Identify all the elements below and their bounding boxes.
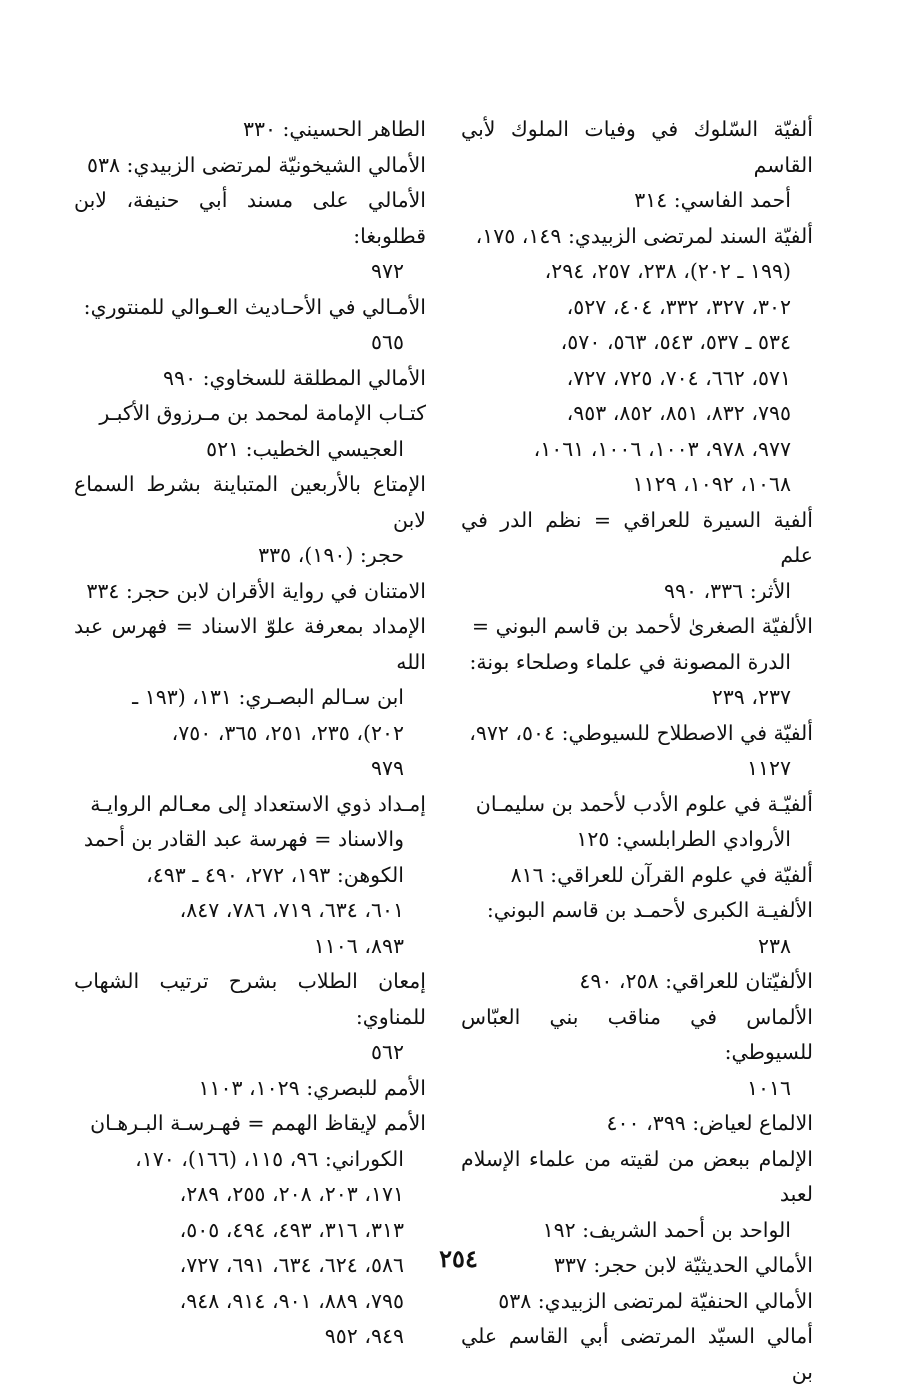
- entry-continuation-line: الكوراني: ٩٦، ١١٥، (١٦٦)، ١٧٠،: [135, 1146, 404, 1171]
- index-entry: [461, 219, 813, 503]
- index-entry: [461, 1142, 813, 1249]
- entry-continuation-line: الواحد بن أحمد الشريف: ١٩٢: [542, 1217, 791, 1242]
- entry-continuation-line: ٢٣٨: [757, 933, 791, 958]
- entry-continuation-line: الأثر: ٣٣٦، ٩٩٠: [663, 578, 791, 603]
- entry-continuation-line: ١٧١، ٢٠٣، ٢٠٨، ٢٥٥، ٢٨٩،: [179, 1182, 404, 1206]
- entry-continuation-line: ٥٦٥: [370, 330, 404, 354]
- index-entry: [461, 1000, 813, 1107]
- entry-heading-line: ألفيّة السّلوك في وفيات الملوك لأبي القاسم: [461, 117, 813, 177]
- index-entry: [461, 1319, 813, 1390]
- entry-heading-line: أمالي السيّد المرتضى أبي القاسم علي بن: [461, 1324, 813, 1384]
- entry-heading-line: الامتنان في رواية الأقران لابن حجر: ٣٣٤: [86, 578, 426, 603]
- index-entry: [74, 1071, 426, 1107]
- entry-continuation-line: ١١٢٧: [746, 756, 791, 780]
- page-number: ٢٥٤: [439, 1244, 478, 1273]
- entry-continuation-line: ٨٩٣، ١١٠٦: [313, 933, 404, 958]
- index-entry: [461, 964, 813, 1000]
- index-entry: [461, 609, 813, 716]
- index-entry: [461, 1284, 813, 1320]
- right-column: [461, 112, 813, 1390]
- entry-heading-line: الطاهر الحسيني: ٣٣٠: [242, 117, 426, 141]
- entry-continuation-line: ١٠٦٨، ١٠٩٢، ١١٢٩: [632, 472, 791, 496]
- entry-heading-line: إمعان الطلاب بشرح ترتيب الشهاب للمناوي:: [74, 969, 426, 1029]
- index-entry: [461, 503, 813, 610]
- index-entry: [461, 893, 813, 964]
- entry-heading-line: الأمالي الحديثيّة لابن حجر: ٣٣٧: [553, 1253, 813, 1277]
- index-entry: [74, 183, 426, 290]
- index-entry: [74, 112, 426, 148]
- entry-continuation-line: العجيسي الخطيب: ٥٢١: [206, 436, 404, 461]
- index-entry: [461, 1106, 813, 1142]
- entry-heading-line: الالماع لعياض: ٣٩٩، ٤٠٠: [606, 1111, 813, 1135]
- index-entry: [74, 396, 426, 467]
- entry-heading-line: الأمـالي في الأحـاديث العـوالي للمنتوري:: [83, 294, 426, 319]
- index-entry: [461, 112, 813, 219]
- entry-continuation-line: ٢٣٧، ٢٣٩: [711, 685, 791, 709]
- entry-heading-line: ألفيّـة في علوم الأدب لأحمد بن سليمـان: [475, 791, 813, 816]
- entry-heading-line: ألفيّة في علوم القرآن للعراقي: ٨١٦: [510, 862, 813, 887]
- entry-continuation-line: ١٠١٦: [746, 1075, 791, 1100]
- entry-continuation-line: والاسناد = فهرسة عبد القادر بن أحمد: [83, 827, 404, 851]
- entry-continuation-line: أحمد الفاسي: ٣١٤: [634, 188, 791, 212]
- entry-continuation-line: ٥٣٤ ـ ٥٣٧، ٥٤٣، ٥٦٣، ٥٧٠،: [560, 330, 791, 354]
- index-entry: [74, 787, 426, 965]
- entry-heading-line: الأمالي على مسند أبي حنيفة، لابن قطلوبغا:: [74, 188, 426, 248]
- index-entry: [74, 964, 426, 1071]
- entry-continuation-line: (١٩٩ ـ ٢٠٢)، ٢٣٨، ٢٥٧، ٢٩٤،: [544, 259, 791, 283]
- entry-heading-line: الأمم لإيقاظ الهمم = فهـرسـة البـرهـان: [90, 1111, 426, 1135]
- index-entry: [74, 148, 426, 184]
- left-column: [74, 112, 426, 1355]
- entry-continuation-line: ٩٧٩: [370, 756, 404, 780]
- entry-heading-line: الأمالي الشيخونيّة لمرتضى الزبيدي: ٥٣٨: [86, 152, 426, 177]
- entry-heading-line: الألفيـة الكبرى لأحمـد بن قاسم البوني:: [486, 898, 813, 922]
- entry-heading-line: الألفيّة الصغرىٰ لأحمد بن قاسم البوني =: [471, 614, 813, 638]
- entry-continuation-line: الدرة المصونة في علماء وصلحاء بونة:: [469, 649, 791, 674]
- entry-continuation-line: ٩٤٩، ٩٥٢: [324, 1324, 404, 1348]
- index-entry: [74, 1106, 426, 1355]
- entry-heading-line: إمـداد ذوي الاستعداد إلى معـالم الروايـة: [90, 791, 426, 816]
- entry-continuation-line: ٥٨٦، ٦٢٤، ٦٣٤، ٦٩١، ٧٢٧،: [179, 1253, 404, 1277]
- entry-continuation-line: ٧٩٥، ٨٣٢، ٨٥١، ٨٥٢، ٩٥٣،: [566, 401, 791, 425]
- entry-heading-line: الأمم للبصري: ١٠٢٩، ١١٠٣: [198, 1075, 426, 1100]
- entry-continuation-line: ابن سـالم البصـري: ١٣١، (١٩٣ ـ: [132, 685, 404, 709]
- entry-heading-line: كتـاب الإمامة لمحمد بن مـرزوق الأكبـر: [99, 401, 426, 425]
- entry-heading-line: ألفيّة السند لمرتضى الزبيدي: ١٤٩، ١٧٥،: [475, 223, 813, 248]
- entry-heading-line: ألفية السيرة للعراقي = نظم الدر في علم: [461, 507, 813, 567]
- entry-heading-line: الأمالي المطلقة للسخاوي: ٩٩٠: [163, 365, 426, 390]
- entry-continuation-line: ٥٦٢: [370, 1040, 404, 1064]
- entry-continuation-line: ٣١٣، ٣١٦، ٤٩٣، ٤٩٤، ٥٠٥،: [179, 1217, 404, 1242]
- index-entry: [461, 858, 813, 894]
- index-entry: [74, 609, 426, 787]
- entry-continuation-line: الأروادي الطرابلسي: ١٢٥: [576, 827, 791, 851]
- index-entry: [74, 467, 426, 574]
- entry-heading-line: الإمداد بمعرفة علوّ الاسناد = فهرس عبد الله: [74, 614, 426, 674]
- entry-continuation-line: حجر: (١٩٠)، ٣٣٥: [258, 543, 404, 567]
- index-entry: [461, 787, 813, 858]
- index-entry: [461, 716, 813, 787]
- index-entry: [74, 361, 426, 397]
- entry-continuation-line: ٢٠٢)، ٢٣٥، ٢٥١، ٣٦٥، ٧٥٠،: [171, 720, 404, 745]
- entry-heading-line: الإمتاع بالأربعين المتباينة بشرط السماع لابن: [74, 472, 426, 532]
- entry-continuation-line: ٧٩٥، ٨٨٩، ٩٠١، ٩١٤، ٩٤٨،: [179, 1288, 404, 1313]
- entry-heading-line: الألماس في مناقب بني العبّاس للسيوطي:: [461, 1004, 813, 1064]
- entry-continuation-line: ٦٠١، ٦٣٤، ٧١٩، ٧٨٦، ٨٤٧،: [179, 898, 404, 922]
- index-entry: [74, 574, 426, 610]
- entry-continuation-line: ٩٧٢: [370, 259, 404, 283]
- entry-continuation-line: ٩٧٧، ٩٧٨، ١٠٠٣، ١٠٠٦، ١٠٦١،: [533, 436, 791, 461]
- entry-continuation-line: الكوهن: ١٩٣، ٢٧٢، ٤٩٠ ـ ٤٩٣،: [146, 862, 404, 887]
- entry-heading-line: الأمالي الحنفيّة لمرتضى الزبيدي: ٥٣٨: [498, 1288, 813, 1313]
- index-entry: [74, 290, 426, 361]
- entry-continuation-line: ٣٠٢، ٣٢٧، ٣٣٢، ٤٠٤، ٥٢٧،: [566, 294, 791, 319]
- entry-continuation-line: ٥٧١، ٦٦٢، ٧٠٤، ٧٢٥، ٧٢٧،: [566, 365, 791, 390]
- entry-heading-line: الإلمام ببعض من لقيته من علماء الإسلام لعبد: [461, 1146, 813, 1206]
- entry-heading-line: الألفيّتان للعراقي: ٢٥٨، ٤٩٠: [579, 969, 813, 993]
- entry-heading-line: ألفيّة في الاصطلاح للسيوطي: ٥٠٤، ٩٧٢،: [469, 720, 813, 745]
